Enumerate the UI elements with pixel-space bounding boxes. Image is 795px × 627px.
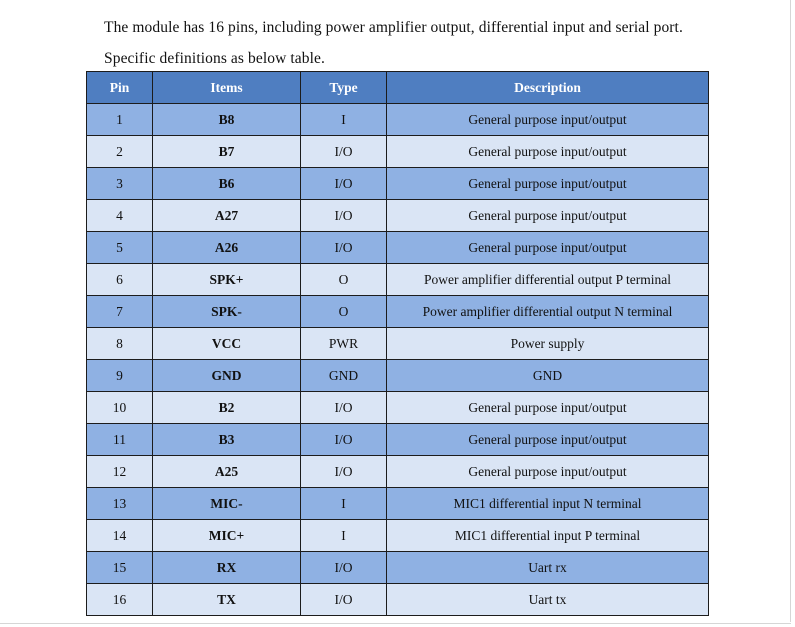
cell-pin: 4 [87, 200, 153, 232]
table-row [87, 328, 709, 360]
cell-type: I [301, 104, 387, 136]
cell-item: A25 [153, 456, 301, 488]
cell-description: Power amplifier differential output P terminal [387, 264, 709, 296]
cell-pin: 12 [87, 456, 153, 488]
cell-item: B6 [153, 168, 301, 200]
cell-description: General purpose input/output [387, 392, 709, 424]
table-row [87, 360, 709, 392]
cell-description: Uart rx [387, 552, 709, 584]
cell-item: SPK+ [153, 264, 301, 296]
cell-pin: 9 [87, 360, 153, 392]
cell-type: PWR [301, 328, 387, 360]
header-type: Type [301, 72, 387, 104]
table-row [87, 488, 709, 520]
cell-pin: 14 [87, 520, 153, 552]
table-row [87, 456, 709, 488]
cell-pin: 13 [87, 488, 153, 520]
cell-description: General purpose input/output [387, 424, 709, 456]
page-edge-right [790, 0, 791, 622]
table-row [87, 392, 709, 424]
cell-description: General purpose input/output [387, 456, 709, 488]
cell-type: I/O [301, 584, 387, 616]
cell-pin: 10 [87, 392, 153, 424]
cell-type: I [301, 488, 387, 520]
intro-paragraph [104, 12, 744, 74]
table-row [87, 168, 709, 200]
cell-type: I/O [301, 168, 387, 200]
cell-description: General purpose input/output [387, 104, 709, 136]
cell-description: Power supply [387, 328, 709, 360]
cell-pin: 1 [87, 104, 153, 136]
cell-type: I [301, 520, 387, 552]
cell-type: I/O [301, 424, 387, 456]
table-row [87, 520, 709, 552]
cell-item: SPK- [153, 296, 301, 328]
table-row [87, 424, 709, 456]
cell-item: B8 [153, 104, 301, 136]
cell-pin: 5 [87, 232, 153, 264]
cell-type: I/O [301, 200, 387, 232]
cell-pin: 11 [87, 424, 153, 456]
table-row [87, 136, 709, 168]
cell-item: A27 [153, 200, 301, 232]
cell-description: Uart tx [387, 584, 709, 616]
cell-type: O [301, 296, 387, 328]
cell-item: B2 [153, 392, 301, 424]
table-body [87, 104, 709, 616]
table-row [87, 200, 709, 232]
table-row [87, 552, 709, 584]
table-row [87, 104, 709, 136]
table-row [87, 584, 709, 616]
table-header-row [87, 72, 709, 104]
cell-type: I/O [301, 136, 387, 168]
cell-pin: 3 [87, 168, 153, 200]
cell-item: RX [153, 552, 301, 584]
cell-item: MIC- [153, 488, 301, 520]
cell-item: B3 [153, 424, 301, 456]
cell-item: B7 [153, 136, 301, 168]
cell-item: VCC [153, 328, 301, 360]
header-description: Description [387, 72, 709, 104]
cell-type: I/O [301, 456, 387, 488]
cell-type: I/O [301, 552, 387, 584]
table-row [87, 232, 709, 264]
pin-definition-table [86, 71, 709, 616]
cell-description: Power amplifier differential output N terminal [387, 296, 709, 328]
table-row [87, 296, 709, 328]
cell-pin: 6 [87, 264, 153, 296]
table-row [87, 264, 709, 296]
cell-item: A26 [153, 232, 301, 264]
intro-line-2: Specific definitions as below table. [104, 50, 325, 67]
cell-type: GND [301, 360, 387, 392]
cell-pin: 15 [87, 552, 153, 584]
cell-description: MIC1 differential input N terminal [387, 488, 709, 520]
cell-description: General purpose input/output [387, 136, 709, 168]
cell-description: General purpose input/output [387, 200, 709, 232]
cell-description: GND [387, 360, 709, 392]
cell-description: General purpose input/output [387, 232, 709, 264]
cell-pin: 7 [87, 296, 153, 328]
cell-item: GND [153, 360, 301, 392]
page-edge-bottom [0, 623, 791, 624]
cell-pin: 16 [87, 584, 153, 616]
header-pin: Pin [87, 72, 153, 104]
cell-type: I/O [301, 232, 387, 264]
header-items: Items [153, 72, 301, 104]
cell-description: MIC1 differential input P terminal [387, 520, 709, 552]
cell-description: General purpose input/output [387, 168, 709, 200]
cell-type: I/O [301, 392, 387, 424]
cell-type: O [301, 264, 387, 296]
cell-item: MIC+ [153, 520, 301, 552]
intro-line-1: The module has 16 pins, including power amplifier output, differential input and serial port. [104, 19, 683, 36]
cell-item: TX [153, 584, 301, 616]
cell-pin: 2 [87, 136, 153, 168]
cell-pin: 8 [87, 328, 153, 360]
